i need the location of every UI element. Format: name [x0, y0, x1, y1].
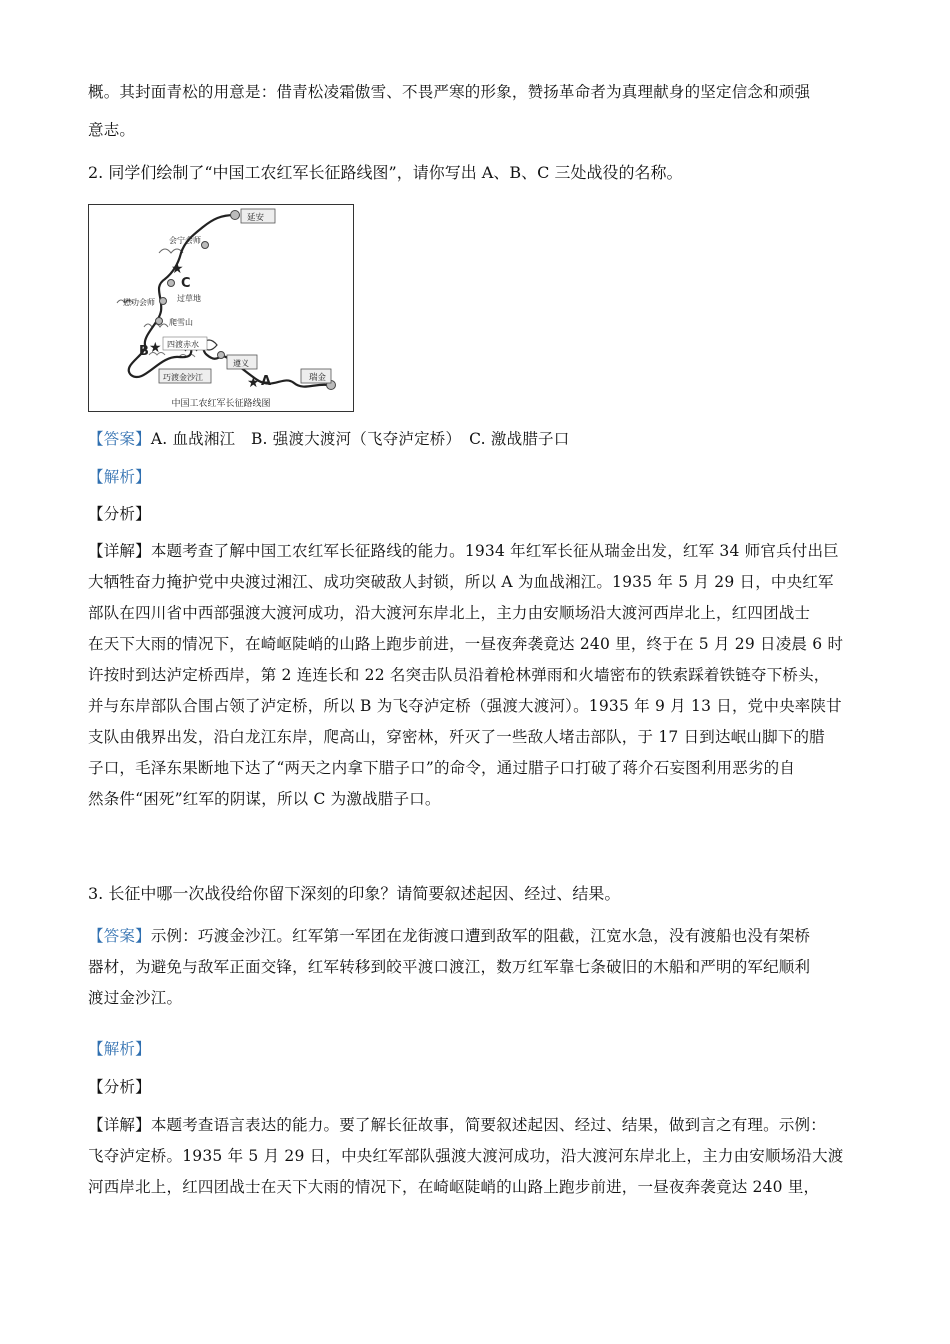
- answer-line: 【答案】示例：巧渡金沙江。红军第一军团在龙街渡口遭到敌军的阻截，江宽水急，没有渡船也没有架桥: [88, 927, 811, 945]
- detail-line: 许按时到达泸定桥西岸，第 2 连连长和 22 名突击队员沿着枪林弹雨和火墙密布的铁索踩着铁链夺下桥头，: [88, 666, 830, 684]
- detail-line: 河西岸北上，红四团战士在天下大雨的情况下，在崎岖陡峭的山路上跑步前进，一昼夜奔袭竟达 240 里，: [88, 1178, 820, 1196]
- fenxi-tag: 【分析】: [88, 1078, 151, 1096]
- detail-line: 然条件“困死”红军的阴谋，所以 C 为激战腊子口。: [88, 790, 441, 808]
- map-caption: 中国工农红军长征路线图: [171, 399, 271, 409]
- detail-line: 飞夺泸定桥。1935 年 5 月 29 日，中央红军部队强渡大渡河成功，沿大渡河东岸北上，主力由安顺场沿大渡: [88, 1147, 844, 1165]
- label-yanan: 延安: [247, 213, 265, 223]
- detail-tag: 【详解】: [88, 542, 151, 560]
- detail-line: 部队在四川省中西部强渡大渡河成功，沿大渡河东岸北上，主力由安顺场沿大渡河西岸北上，红四团战士: [88, 604, 811, 622]
- answer-text: A. 血战湘江 B. 强渡大渡河（飞夺泸定桥） C. 激战腊子口: [150, 430, 570, 448]
- label-paxueshan: 爬雪山: [169, 318, 193, 327]
- star-b-icon: ★: [149, 340, 162, 356]
- fenxi-tag: 【分析】: [88, 505, 151, 523]
- answer-tag: 【答案】: [88, 927, 151, 945]
- jiexi-tag: 【解析】: [88, 1040, 151, 1058]
- star-a-icon: ★: [247, 375, 260, 391]
- answer-line: [88, 424, 569, 455]
- label-maogong: 懋功会师: [123, 298, 155, 307]
- label-a: A: [261, 374, 272, 389]
- answer-line: 渡过金沙江。: [88, 989, 183, 1007]
- label-jinsha: 巧渡金沙江: [163, 373, 203, 382]
- detail-block-q2: [88, 536, 866, 815]
- detail-line: 【详解】本题考查语言表达的能力。要了解长征故事，简要叙述起因、经过、结果，做到言之有理。示例：: [88, 1116, 826, 1134]
- label-ruijin: 瑞金: [309, 373, 327, 383]
- label-zunyi: 遵义: [233, 359, 249, 368]
- para-line: 概。其封面青松的用意是：借青松凌霜傲雪、不畏严寒的形象，赞扬革命者为真理献身的坚定信念和顽强: [88, 83, 811, 101]
- star-c-icon: ★: [171, 261, 184, 277]
- question-2: 2. 同学们绘制了“中国工农红军长征路线图”，请你写出 A、B、C 三处战役的名称。: [88, 163, 683, 182]
- question-3: 3. 长征中哪一次战役给你留下深刻的印象？请简要叙述起因、经过、结果。: [88, 884, 621, 903]
- para-line: 意志。: [88, 121, 136, 139]
- answer-line: 器材，为避免与敌军正面交锋，红军转移到皎平渡口渡江，数万红军靠七条破旧的木船和严明的军纪顺利: [88, 958, 811, 976]
- answer-tag: 【答案】: [88, 430, 151, 448]
- detail-line: 并与东岸部队合围占领了泸定桥，所以 B 为飞夺泸定桥（强渡大渡河）。1935 年 9 月 13 日，党中央率陕甘: [88, 697, 842, 715]
- label-guocaodi: 过草地: [177, 294, 201, 303]
- detail-tag: 【详解】: [88, 1116, 151, 1134]
- detail-line: 支队由俄界出发，沿白龙江东岸，爬高山，穿密林，歼灭了一些敌人堵击部队，于 17 日到达岷山脚下的腊: [88, 728, 825, 746]
- detail-line: 【详解】本题考查了解中国工农红军长征路线的能力。1934 年红军长征从瑞金出发，红军 34 师官兵付出巨: [88, 542, 839, 560]
- detail-line: 在天下大雨的情况下，在崎岖陡峭的山路上跑步前进，一昼夜奔袭竟达 240 里，终于在 5 月 29 日凌晨 6 时: [88, 635, 844, 653]
- detail-block-q3: [88, 1110, 866, 1203]
- label-c: C: [181, 276, 191, 291]
- jiexi-tag: 【解析】: [88, 468, 151, 486]
- answer-block-q3: [88, 921, 866, 1014]
- route-map-svg: [89, 205, 353, 411]
- label-huining: 会宁会师: [169, 236, 201, 245]
- label-b: B: [139, 344, 149, 359]
- detail-line: 大牺牲奋力掩护党中央渡过湘江、成功突破敌人封锁，所以 A 为血战湘江。1935 年 5 月 29 日，中央红军: [88, 573, 834, 591]
- detail-line: 子口，毛泽东果断地下达了“两天之内拿下腊子口”的命令，通过腊子口打破了蒋介石妄图利用恶劣的自: [88, 759, 796, 777]
- long-march-route-map: [88, 204, 354, 412]
- label-sidu: 四渡赤水: [167, 340, 199, 349]
